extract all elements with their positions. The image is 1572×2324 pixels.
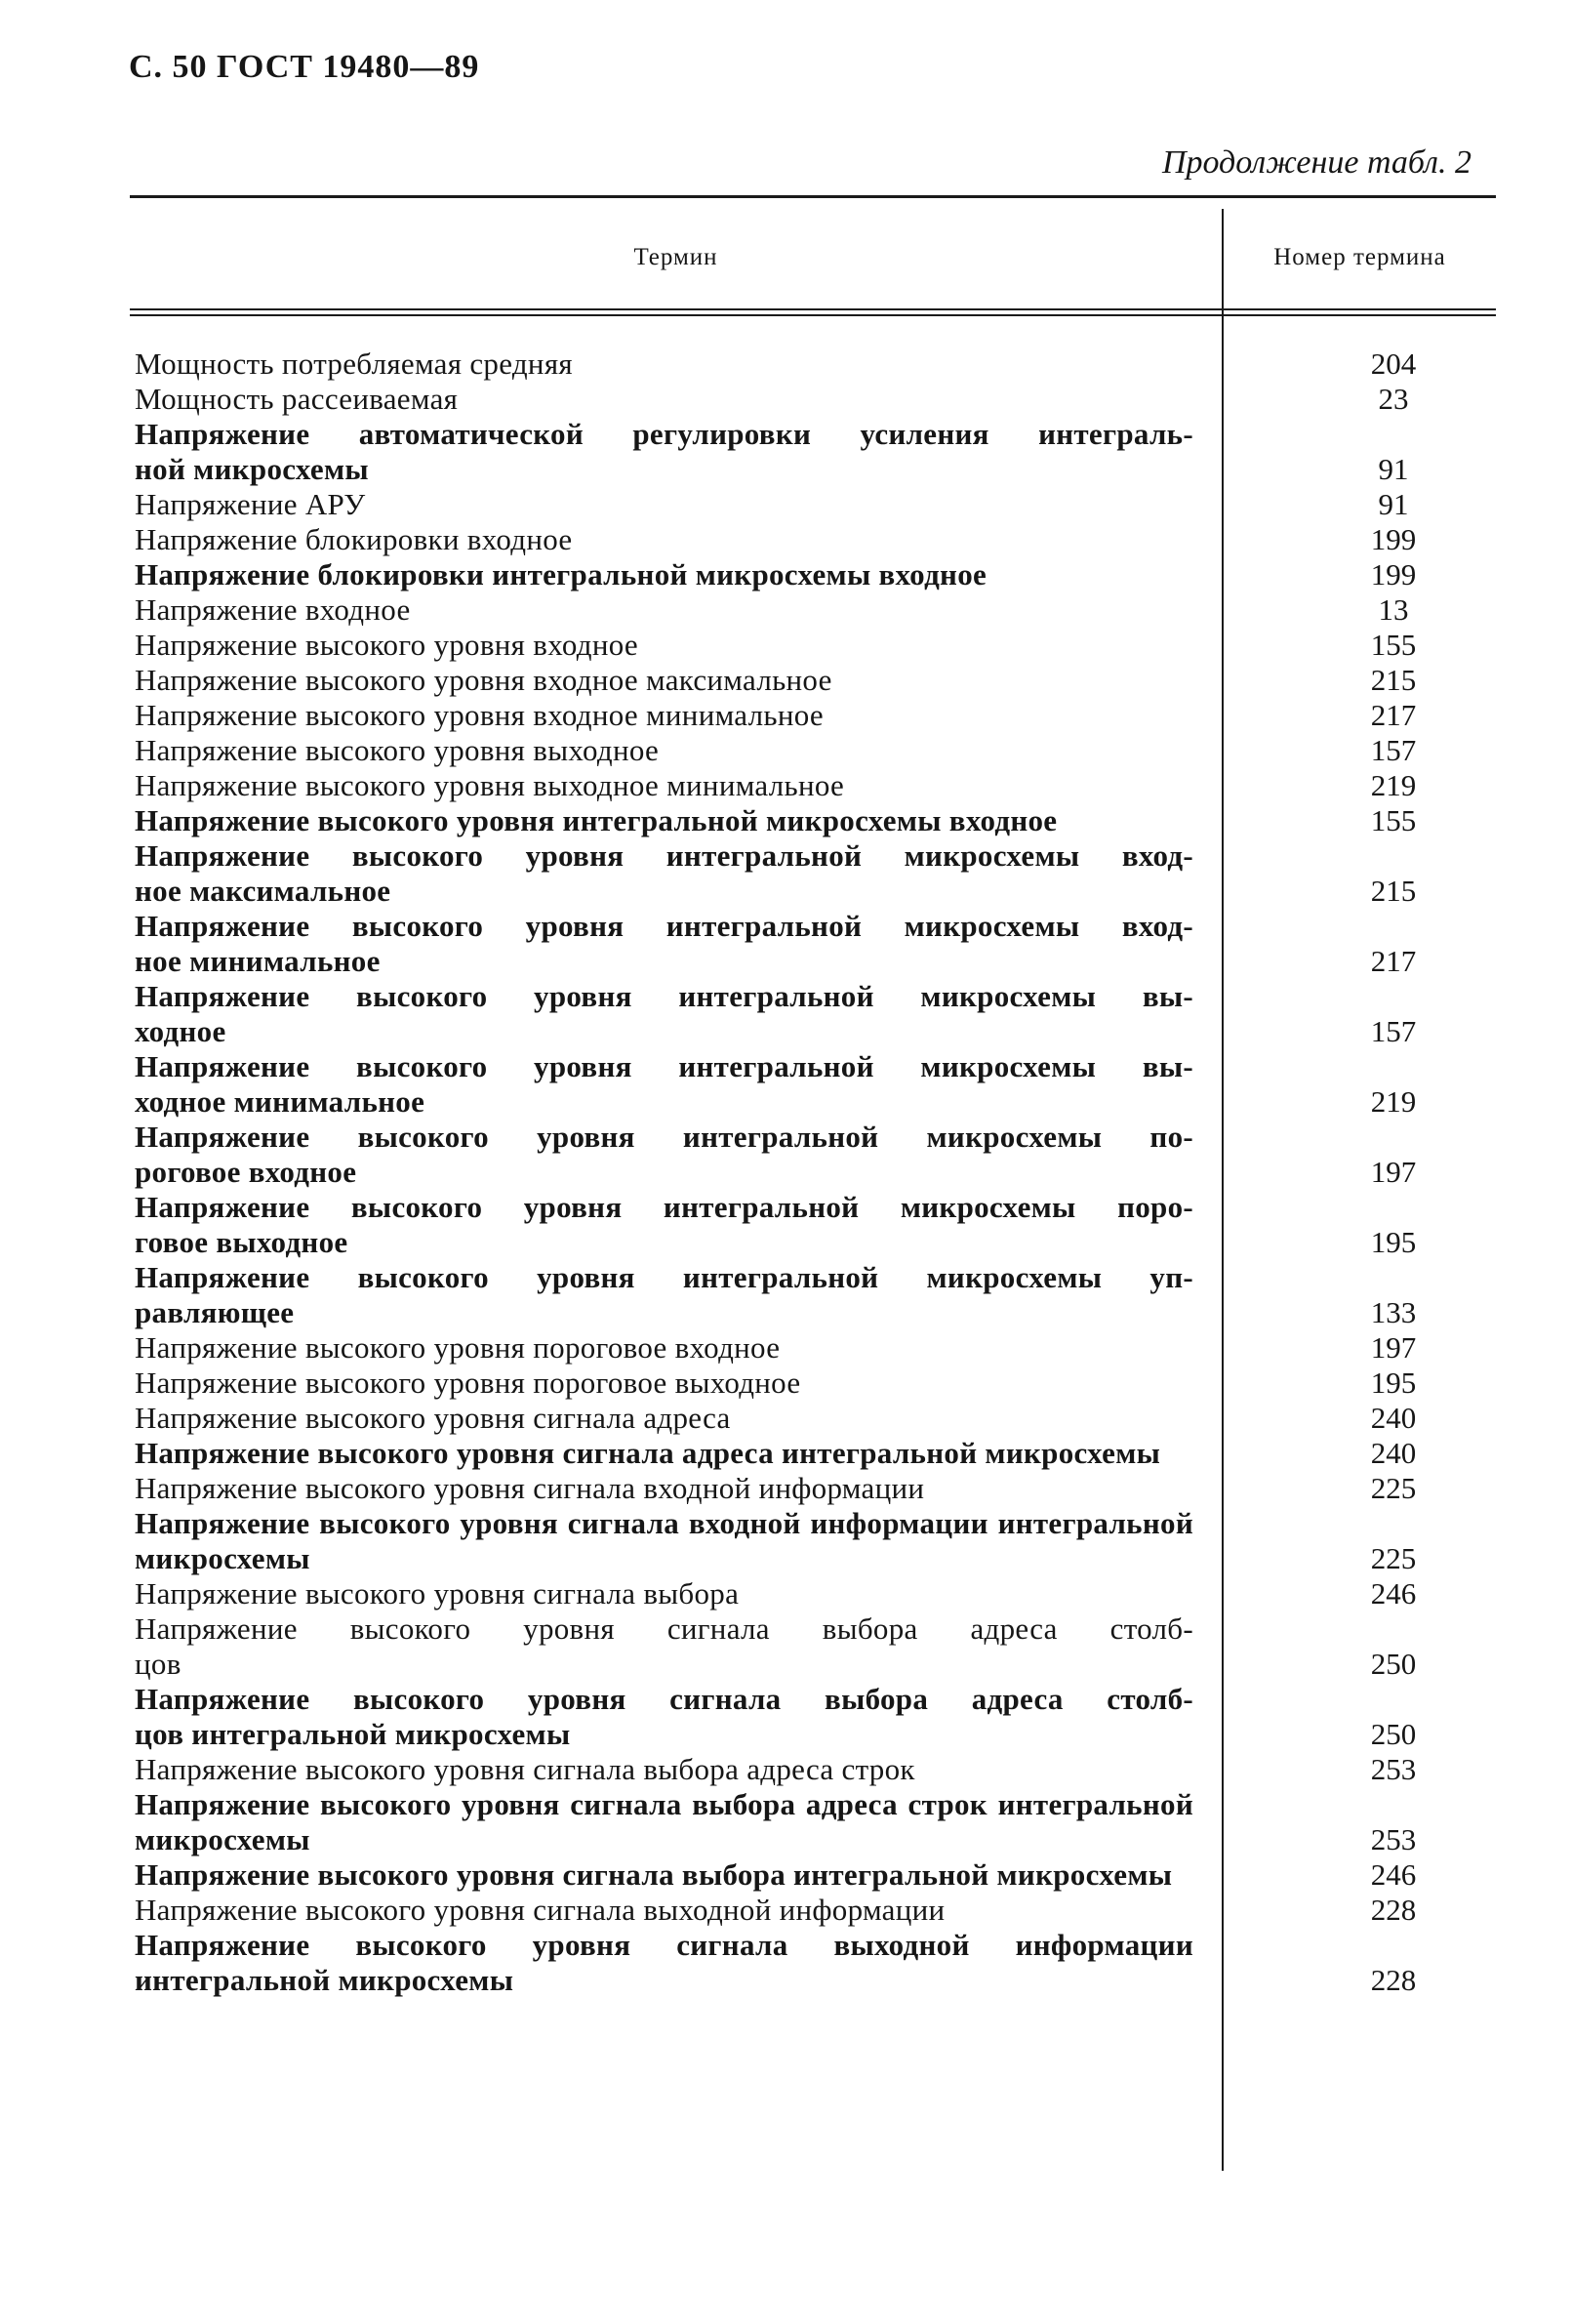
term-cell: Напряжение высокого уровня сигнала входной информации xyxy=(135,1471,925,1505)
term-cell: Напряжение входное xyxy=(135,592,411,627)
term-cell: Напряжение высокого уровня интегральной микросхемы вход- ное максимальное xyxy=(135,838,1193,908)
table-row xyxy=(135,347,1501,382)
term-number-cell: 133 xyxy=(1370,1295,1417,1329)
table-row xyxy=(135,663,1501,698)
term-cell: Напряжение блокировки входное xyxy=(135,522,573,556)
term-number-cell: 23 xyxy=(1378,382,1409,416)
term-number-cell: 215 xyxy=(1370,663,1417,697)
term-cell: Напряжение высокого уровня интегральной микросхемы вход- ное минимальное xyxy=(135,909,1193,978)
table-row xyxy=(135,803,1501,838)
table-row xyxy=(135,1190,1501,1260)
term-cell: Напряжение высокого уровня интегральной микросхемы вы- ходное минимальное xyxy=(135,1049,1193,1119)
table-row xyxy=(135,522,1501,557)
term-number-cell: 155 xyxy=(1370,803,1417,837)
term-number-cell: 228 xyxy=(1370,1893,1417,1927)
term-number-cell: 217 xyxy=(1370,698,1417,732)
term-number-cell: 91 xyxy=(1378,452,1409,486)
term-number-cell: 157 xyxy=(1370,733,1417,767)
table-row xyxy=(135,768,1501,803)
term-cell: Напряжение блокировки интегральной микросхемы входное xyxy=(135,557,988,591)
table-row xyxy=(135,628,1501,663)
term-number-cell: 240 xyxy=(1370,1401,1417,1435)
term-cell: Напряжение высокого уровня входное xyxy=(135,628,638,662)
term-cell: Напряжение высокого уровня выходное минимальное xyxy=(135,768,845,802)
term-cell: Напряжение высокого уровня интегральной микросхемы поро- говое выходное xyxy=(135,1190,1193,1259)
term-number-cell: 225 xyxy=(1370,1541,1417,1575)
term-number-cell: 13 xyxy=(1378,592,1409,627)
term-cell: Напряжение высокого уровня сигнала выбора адреса столб- цов интегральной микросхемы xyxy=(135,1682,1193,1751)
table-row xyxy=(135,1506,1501,1576)
table-row xyxy=(135,1682,1501,1752)
term-cell: Напряжение высокого уровня интегральной микросхемы входное xyxy=(135,803,1058,837)
table-row xyxy=(135,979,1501,1049)
term-cell: Напряжение высокого уровня сигнала выходной информации xyxy=(135,1893,946,1927)
table-row xyxy=(135,1401,1501,1436)
table-row xyxy=(135,698,1501,733)
table-row xyxy=(135,592,1501,628)
table-row xyxy=(135,1787,1501,1857)
term-cell: Напряжение высокого уровня сигнала входной информации интегральной микросхемы xyxy=(135,1506,1193,1575)
table-row xyxy=(135,838,1501,909)
table-row xyxy=(135,1752,1501,1787)
table-row xyxy=(135,909,1501,979)
term-number-cell: 228 xyxy=(1370,1963,1417,1997)
term-number-cell: 91 xyxy=(1378,487,1409,521)
term-number-cell: 217 xyxy=(1370,944,1417,978)
term-cell: Напряжение высокого уровня сигнала адреса интегральной микросхемы xyxy=(135,1436,1161,1470)
term-cell: Напряжение АРУ xyxy=(135,487,366,521)
table-row xyxy=(135,733,1501,768)
term-cell: Напряжение высокого уровня пороговое выходное xyxy=(135,1366,801,1400)
term-number-cell: 240 xyxy=(1370,1436,1417,1470)
term-cell: Напряжение высокого уровня сигнала выходной информации интегральной микросхемы xyxy=(135,1928,1193,1997)
table-row xyxy=(135,1120,1501,1190)
term-cell: Напряжение высокого уровня сигнала выбора xyxy=(135,1576,740,1610)
column-header-number: Номер термина xyxy=(1273,244,1446,270)
term-number-cell: 219 xyxy=(1370,1084,1417,1119)
page-header: С. 50 ГОСТ 19480—89 xyxy=(129,49,480,85)
table-continuation-label: Продолжение табл. 2 xyxy=(1161,144,1471,181)
term-number-cell: 199 xyxy=(1370,557,1417,591)
term-number-cell: 253 xyxy=(1370,1752,1417,1786)
term-cell: Напряжение высокого уровня интегральной микросхемы вы- ходное xyxy=(135,979,1193,1048)
header-double-rule xyxy=(130,308,1496,316)
table-row xyxy=(135,1330,1501,1366)
term-number-cell: 215 xyxy=(1370,874,1417,908)
term-cell: Мощность потребляемая средняя xyxy=(135,347,573,381)
term-cell: Напряжение высокого уровня сигнала выбора адреса строк интегральной микросхемы xyxy=(135,1787,1193,1856)
term-number-cell: 155 xyxy=(1370,628,1417,662)
table-top-rule xyxy=(130,195,1496,198)
table-row xyxy=(135,1366,1501,1401)
term-cell: Напряжение автоматической регулировки усиления интеграль- ной микросхемы xyxy=(135,417,1193,486)
term-number-cell: 246 xyxy=(1370,1857,1417,1892)
table-row xyxy=(135,487,1501,522)
term-cell: Напряжение высокого уровня сигнала выбора адреса строк xyxy=(135,1752,915,1786)
term-cell: Напряжение высокого уровня пороговое входное xyxy=(135,1330,781,1365)
term-cell: Напряжение высокого уровня интегральной микросхемы уп- равляющее xyxy=(135,1260,1193,1329)
table-row xyxy=(135,1857,1501,1893)
term-number-cell: 199 xyxy=(1370,522,1417,556)
term-number-cell: 197 xyxy=(1370,1155,1417,1189)
column-header-term: Термин xyxy=(633,244,718,270)
term-number-cell: 246 xyxy=(1370,1576,1417,1610)
table-row xyxy=(135,1049,1501,1120)
term-number-cell: 250 xyxy=(1370,1647,1417,1681)
table-row xyxy=(135,417,1501,487)
term-number-cell: 219 xyxy=(1370,768,1417,802)
table-row xyxy=(135,1893,1501,1928)
term-number-cell: 253 xyxy=(1370,1822,1417,1856)
term-number-cell: 157 xyxy=(1370,1014,1417,1048)
table-row xyxy=(135,1471,1501,1506)
term-number-cell: 195 xyxy=(1370,1225,1417,1259)
term-number-cell: 195 xyxy=(1370,1366,1417,1400)
table-row xyxy=(135,382,1501,417)
term-cell: Напряжение высокого уровня входное максимальное xyxy=(135,663,832,697)
term-cell: Напряжение высокого уровня интегральной микросхемы по- роговое входное xyxy=(135,1120,1193,1189)
term-number-cell: 225 xyxy=(1370,1471,1417,1505)
table-row xyxy=(135,1576,1501,1611)
table-body xyxy=(135,347,1501,1998)
table-row xyxy=(135,1611,1501,1682)
term-cell: Напряжение высокого уровня входное минимальное xyxy=(135,698,824,732)
term-cell: Напряжение высокого уровня сигнала выбора интегральной микросхемы xyxy=(135,1857,1173,1892)
table-row xyxy=(135,1928,1501,1998)
term-number-cell: 197 xyxy=(1370,1330,1417,1365)
table-row xyxy=(135,557,1501,592)
term-number-cell: 250 xyxy=(1370,1717,1417,1751)
term-cell: Напряжение высокого уровня сигнала адреса xyxy=(135,1401,731,1435)
table-row xyxy=(135,1260,1501,1330)
table-row xyxy=(135,1436,1501,1471)
term-cell: Напряжение высокого уровня выходное xyxy=(135,733,660,767)
term-number-cell: 204 xyxy=(1370,347,1417,381)
term-cell: Мощность рассеиваемая xyxy=(135,382,459,416)
term-cell: Напряжение высокого уровня сигнала выбора адреса столб- цов xyxy=(135,1611,1193,1681)
